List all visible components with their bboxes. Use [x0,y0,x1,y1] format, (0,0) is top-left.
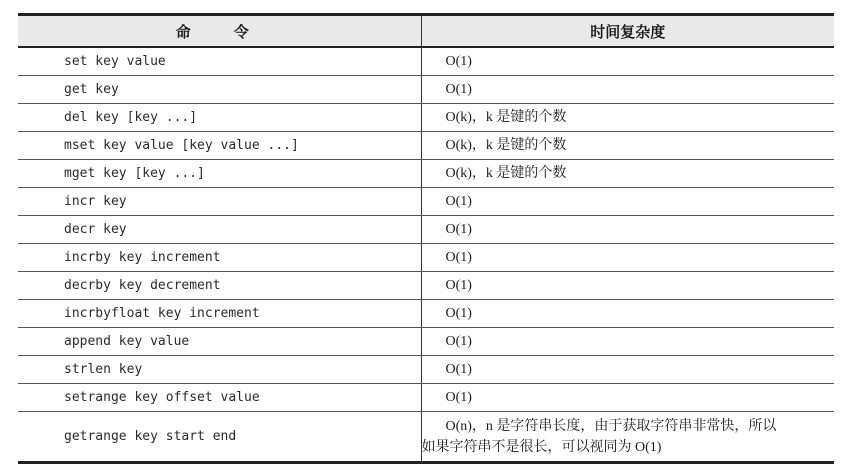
complexity-cell: O(1) [421,47,834,76]
column-header-command: 命 令 [18,15,421,48]
table-row [18,104,834,132]
command-cell: del key [key ...] [18,104,421,132]
complexity-cell: O(1) [421,272,834,300]
complexity-table-container [18,13,834,464]
command-cell: decrby key decrement [18,272,421,300]
command-cell: getrange key start end [18,412,421,463]
command-cell: setrange key offset value [18,384,421,412]
table-header-row [18,15,834,48]
complexity-cell: O(1) [421,216,834,244]
complexity-cell: O(1) [421,244,834,272]
command-cell: append key value [18,328,421,356]
command-cell: decr key [18,216,421,244]
table-row [18,412,834,463]
command-cell: incrbyfloat key increment [18,300,421,328]
complexity-cell [421,412,834,463]
command-cell: incr key [18,188,421,216]
complexity-cell: O(1) [421,356,834,384]
complexity-cell: O(1) [421,384,834,412]
table-row [18,76,834,104]
table-row [18,132,834,160]
complexity-cell: O(1) [421,300,834,328]
complexity-cell: O(k)，k 是键的个数 [421,104,834,132]
table-row [18,272,834,300]
complexity-line-2: 如果字符串不是很长，可以视同为 O(1) [421,439,662,455]
table-row [18,244,834,272]
table-row [18,216,834,244]
complexity-cell: O(1) [421,188,834,216]
command-cell: strlen key [18,356,421,384]
table-row [18,356,834,384]
command-cell: mset key value [key value ...] [18,132,421,160]
complexity-cell: O(1) [421,76,834,104]
command-cell: set key value [18,47,421,76]
table-row [18,160,834,188]
command-cell: get key [18,76,421,104]
complexity-cell: O(k)，k 是键的个数 [421,160,834,188]
complexity-line-1: O(n)，n 是字符串长度，由于获取字符串非常快，所以 [445,418,777,434]
complexity-cell: O(1) [421,328,834,356]
complexity-cell: O(k)，k 是键的个数 [421,132,834,160]
table-row [18,188,834,216]
table-row [18,47,834,76]
table-row [18,384,834,412]
table-row [18,300,834,328]
command-complexity-table [18,13,834,464]
command-cell: mget key [key ...] [18,160,421,188]
column-header-complexity: 时间复杂度 [421,15,834,48]
table-row [18,328,834,356]
command-cell: incrby key increment [18,244,421,272]
